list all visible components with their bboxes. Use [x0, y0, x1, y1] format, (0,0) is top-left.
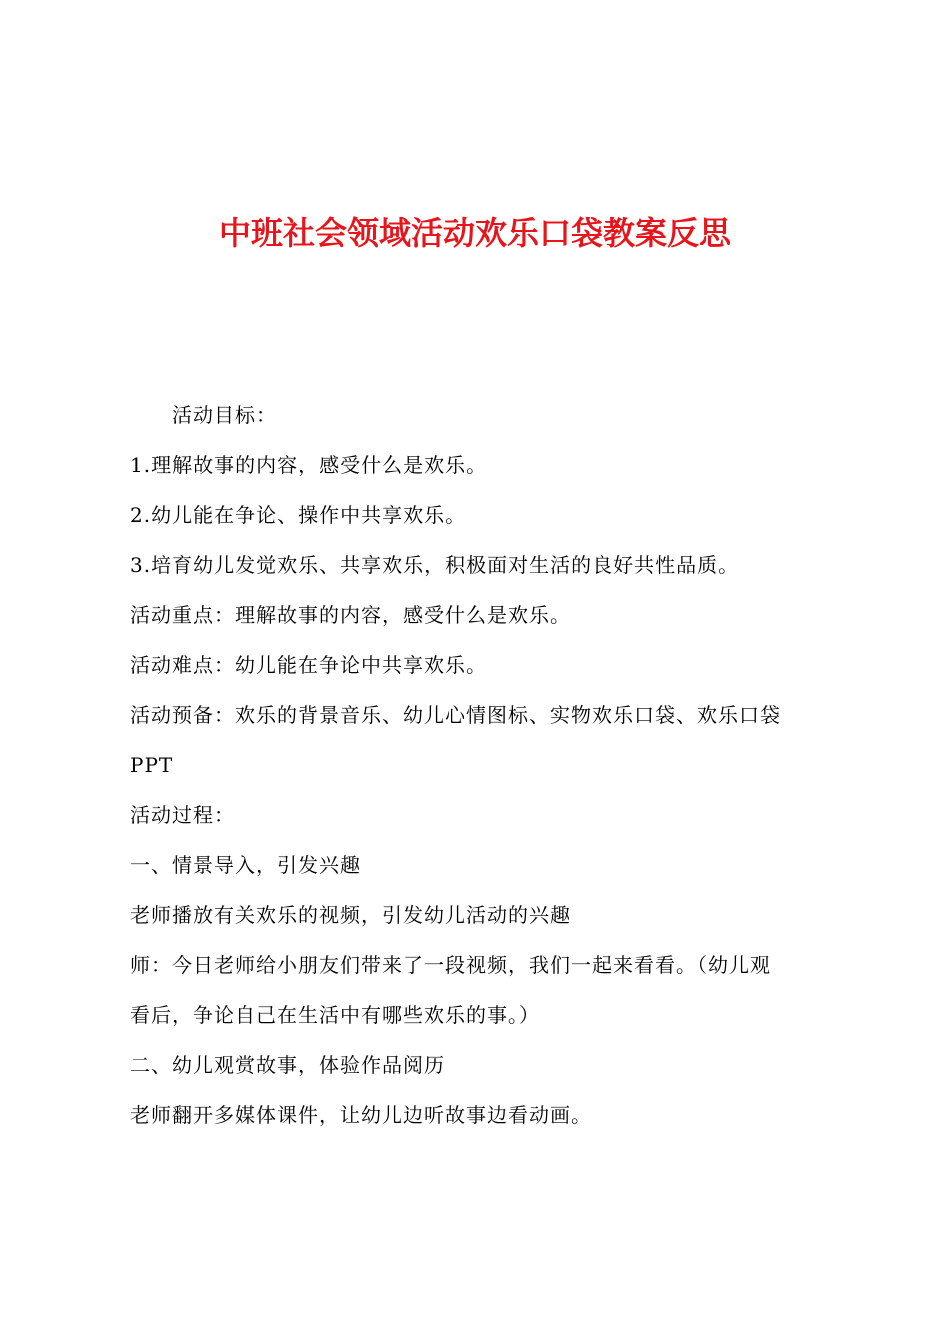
paragraph-activity-difficulty: 活动难点：幼儿能在争论中共享欢乐。 [130, 653, 487, 677]
document-body [130, 390, 830, 1140]
paragraph-section-2-heading: 二、幼儿观赏故事，体验作品阅历 [130, 1053, 445, 1077]
paragraph-goal-1: 1.理解故事的内容，感受什么是欢乐。 [130, 453, 488, 477]
paragraph-goal-3: 3.培育幼儿发觉欢乐、共享欢乐，积极面对生活的良好共性品质。 [130, 553, 740, 577]
paragraph-activity-focus: 活动重点：理解故事的内容，感受什么是欢乐。 [130, 603, 571, 627]
paragraph-goal-2: 2.幼儿能在争论、操作中共享欢乐。 [130, 503, 467, 527]
paragraph-activity-preparation-cont: PPT [130, 753, 174, 777]
paragraph-section-1-text: 老师播放有关欢乐的视频，引发幼儿活动的兴趣 [130, 903, 571, 927]
document-title: 中班社会领域活动欢乐口袋教案反思 [218, 214, 731, 252]
paragraph-section-1-heading: 一、情景导入，引发兴趣 [130, 853, 361, 877]
paragraph-teacher-dialogue-cont: 看后，争论自己在生活中有哪些欢乐的事。） [130, 1003, 540, 1027]
paragraph-activity-goals-heading: 活动目标： [172, 403, 277, 427]
paragraph-activity-process-heading: 活动过程： [130, 803, 235, 827]
paragraph-activity-preparation: 活动预备：欢乐的背景音乐、幼儿心情图标、实物欢乐口袋、欢乐口袋 [130, 703, 781, 727]
paragraph-teacher-dialogue: 师：今日老师给小朋友们带来了一段视频，我们一起来看看。（幼儿观 [130, 953, 771, 977]
paragraph-section-2-text: 老师翻开多媒体课件，让幼儿边听故事边看动画。 [130, 1103, 592, 1127]
